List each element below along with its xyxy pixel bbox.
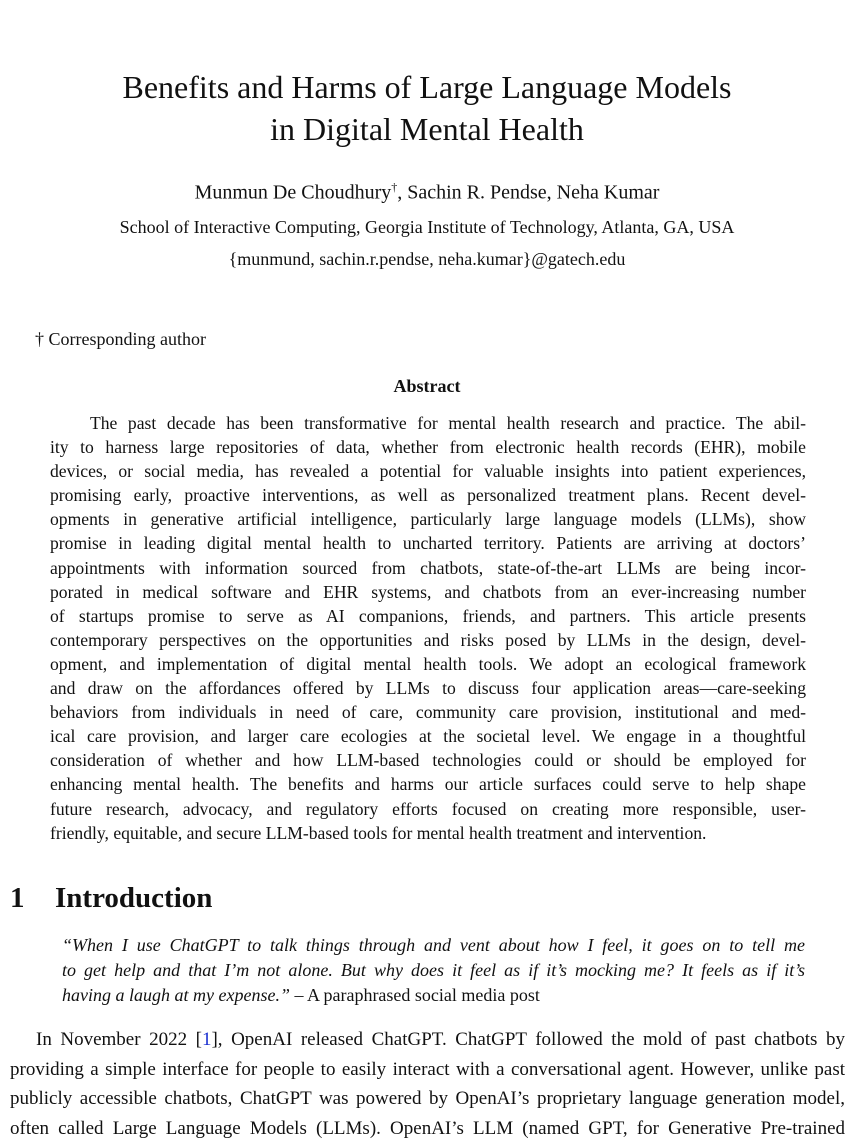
paragraph-line: providing a simple interface for people to easily interact with a conversational agent. However, unlike past — [10, 1058, 845, 1080]
abstract-line: ity to harness large repositories of data, whether from electronic health records (EHR), mobile — [50, 437, 806, 458]
abstract-line: contemporary perspectives on the opportunities and risks posed by LLMs in the design, devel- — [50, 629, 806, 650]
epigraph-quote — [62, 933, 805, 1008]
abstract-heading: Abstract — [393, 376, 461, 396]
abstract-line: enhancing mental health. The benefits and harms our article surfaces could serve to help shape — [50, 774, 806, 795]
intro-paragraph — [10, 1025, 845, 1143]
abstract-line: appointments with information sourced from chatbots, state-of-the-art LLMs are being incor- — [50, 557, 806, 578]
abstract-line: promise in leading digital mental health to uncharted territory. Patients are arriving at doctors’ — [50, 533, 806, 554]
text-span: ], OpenAI released ChatGPT. ChatGPT followed the mold of past chatbots by — [211, 1029, 845, 1050]
abstract-line: friendly, equitable, and secure LLM-based tools for mental health treatment and intervention. — [50, 822, 707, 843]
paper-title — [0, 66, 854, 150]
dagger-mark: † — [391, 180, 398, 194]
author-names: , Sachin R. Pendse, Neha Kumar — [397, 181, 660, 204]
abstract-line: ical care provision, and larger care ecologies at the societal level. We engage in a thoughtful — [50, 726, 806, 747]
paragraph-line: often called Large Language Models (LLMs). OpenAI’s LLM (named GPT, for Generative Pre-trained — [10, 1117, 845, 1139]
abstract-line: consideration of whether and how LLM-based technologies could or should be employed for — [50, 750, 806, 771]
abstract-line: opments in generative artificial intelligence, particularly large language models (LLMs), show — [50, 509, 806, 530]
abstract-line: opment, and implementation of digital mental health tools. We adopt an ecological framework — [50, 653, 806, 674]
quote-line: having a laugh at my expense.” — [62, 985, 290, 1005]
author-name: Munmun De Choudhury — [194, 181, 392, 204]
quote-attribution: – A paraphrased social media post — [289, 985, 540, 1005]
abstract-line: The past decade has been transformative for mental health research and practice. The abil- — [90, 413, 806, 433]
quote-line: to get help and that I’m not alone. But why does it feel as if it’s mocking me? It feels as if it’s — [62, 960, 805, 980]
title-line: Benefits and Harms of Large Language Models — [122, 69, 732, 105]
section-title: Introduction — [55, 882, 213, 914]
paragraph-line: publicly accessible chatbots, ChatGPT was powered by OpenAI’s proprietary language generation model, — [10, 1088, 845, 1110]
section-heading — [10, 882, 212, 915]
abstract-line: future research, advocacy, and regulatory efforts focused on creating more responsible, user- — [50, 798, 806, 819]
abstract-line: porated in medical software and EHR systems, and chatbots from an ever-increasing number — [50, 581, 806, 602]
paragraph-line — [10, 1025, 845, 1055]
affiliation: School of Interactive Computing, Georgia Institute of Technology, Atlanta, GA, USA — [119, 217, 735, 237]
author-list — [0, 180, 854, 205]
abstract-line: promising early, proactive interventions, as well as personalized treatment plans. Recent devel- — [50, 485, 806, 506]
author-emails: {munmund, sachin.r.pendse, neha.kumar}@gatech.edu — [228, 249, 626, 269]
quote-line: “When I use ChatGPT to talk things through and vent about how I feel, it goes on to tell me — [62, 935, 805, 955]
citation-link[interactable]: 1 — [201, 1029, 212, 1050]
corresponding-author-note: † Corresponding author — [35, 329, 206, 349]
section-number: 1 — [10, 882, 25, 914]
abstract-line: devices, or social media, has revealed a potential for valuable insights into patient experiences, — [50, 461, 806, 482]
text-span: In November 2022 [ — [36, 1029, 202, 1050]
abstract-line: of startups promise to serve as AI companions, friends, and partners. This article presents — [50, 605, 806, 626]
abstract-line: behaviors from individuals in need of care, community care provision, institutional and med- — [50, 702, 806, 723]
title-line: in Digital Mental Health — [270, 111, 584, 147]
abstract-body — [50, 411, 806, 845]
abstract-line: and draw on the affordances offered by LLMs to discuss four application areas—care-seeking — [50, 678, 806, 699]
